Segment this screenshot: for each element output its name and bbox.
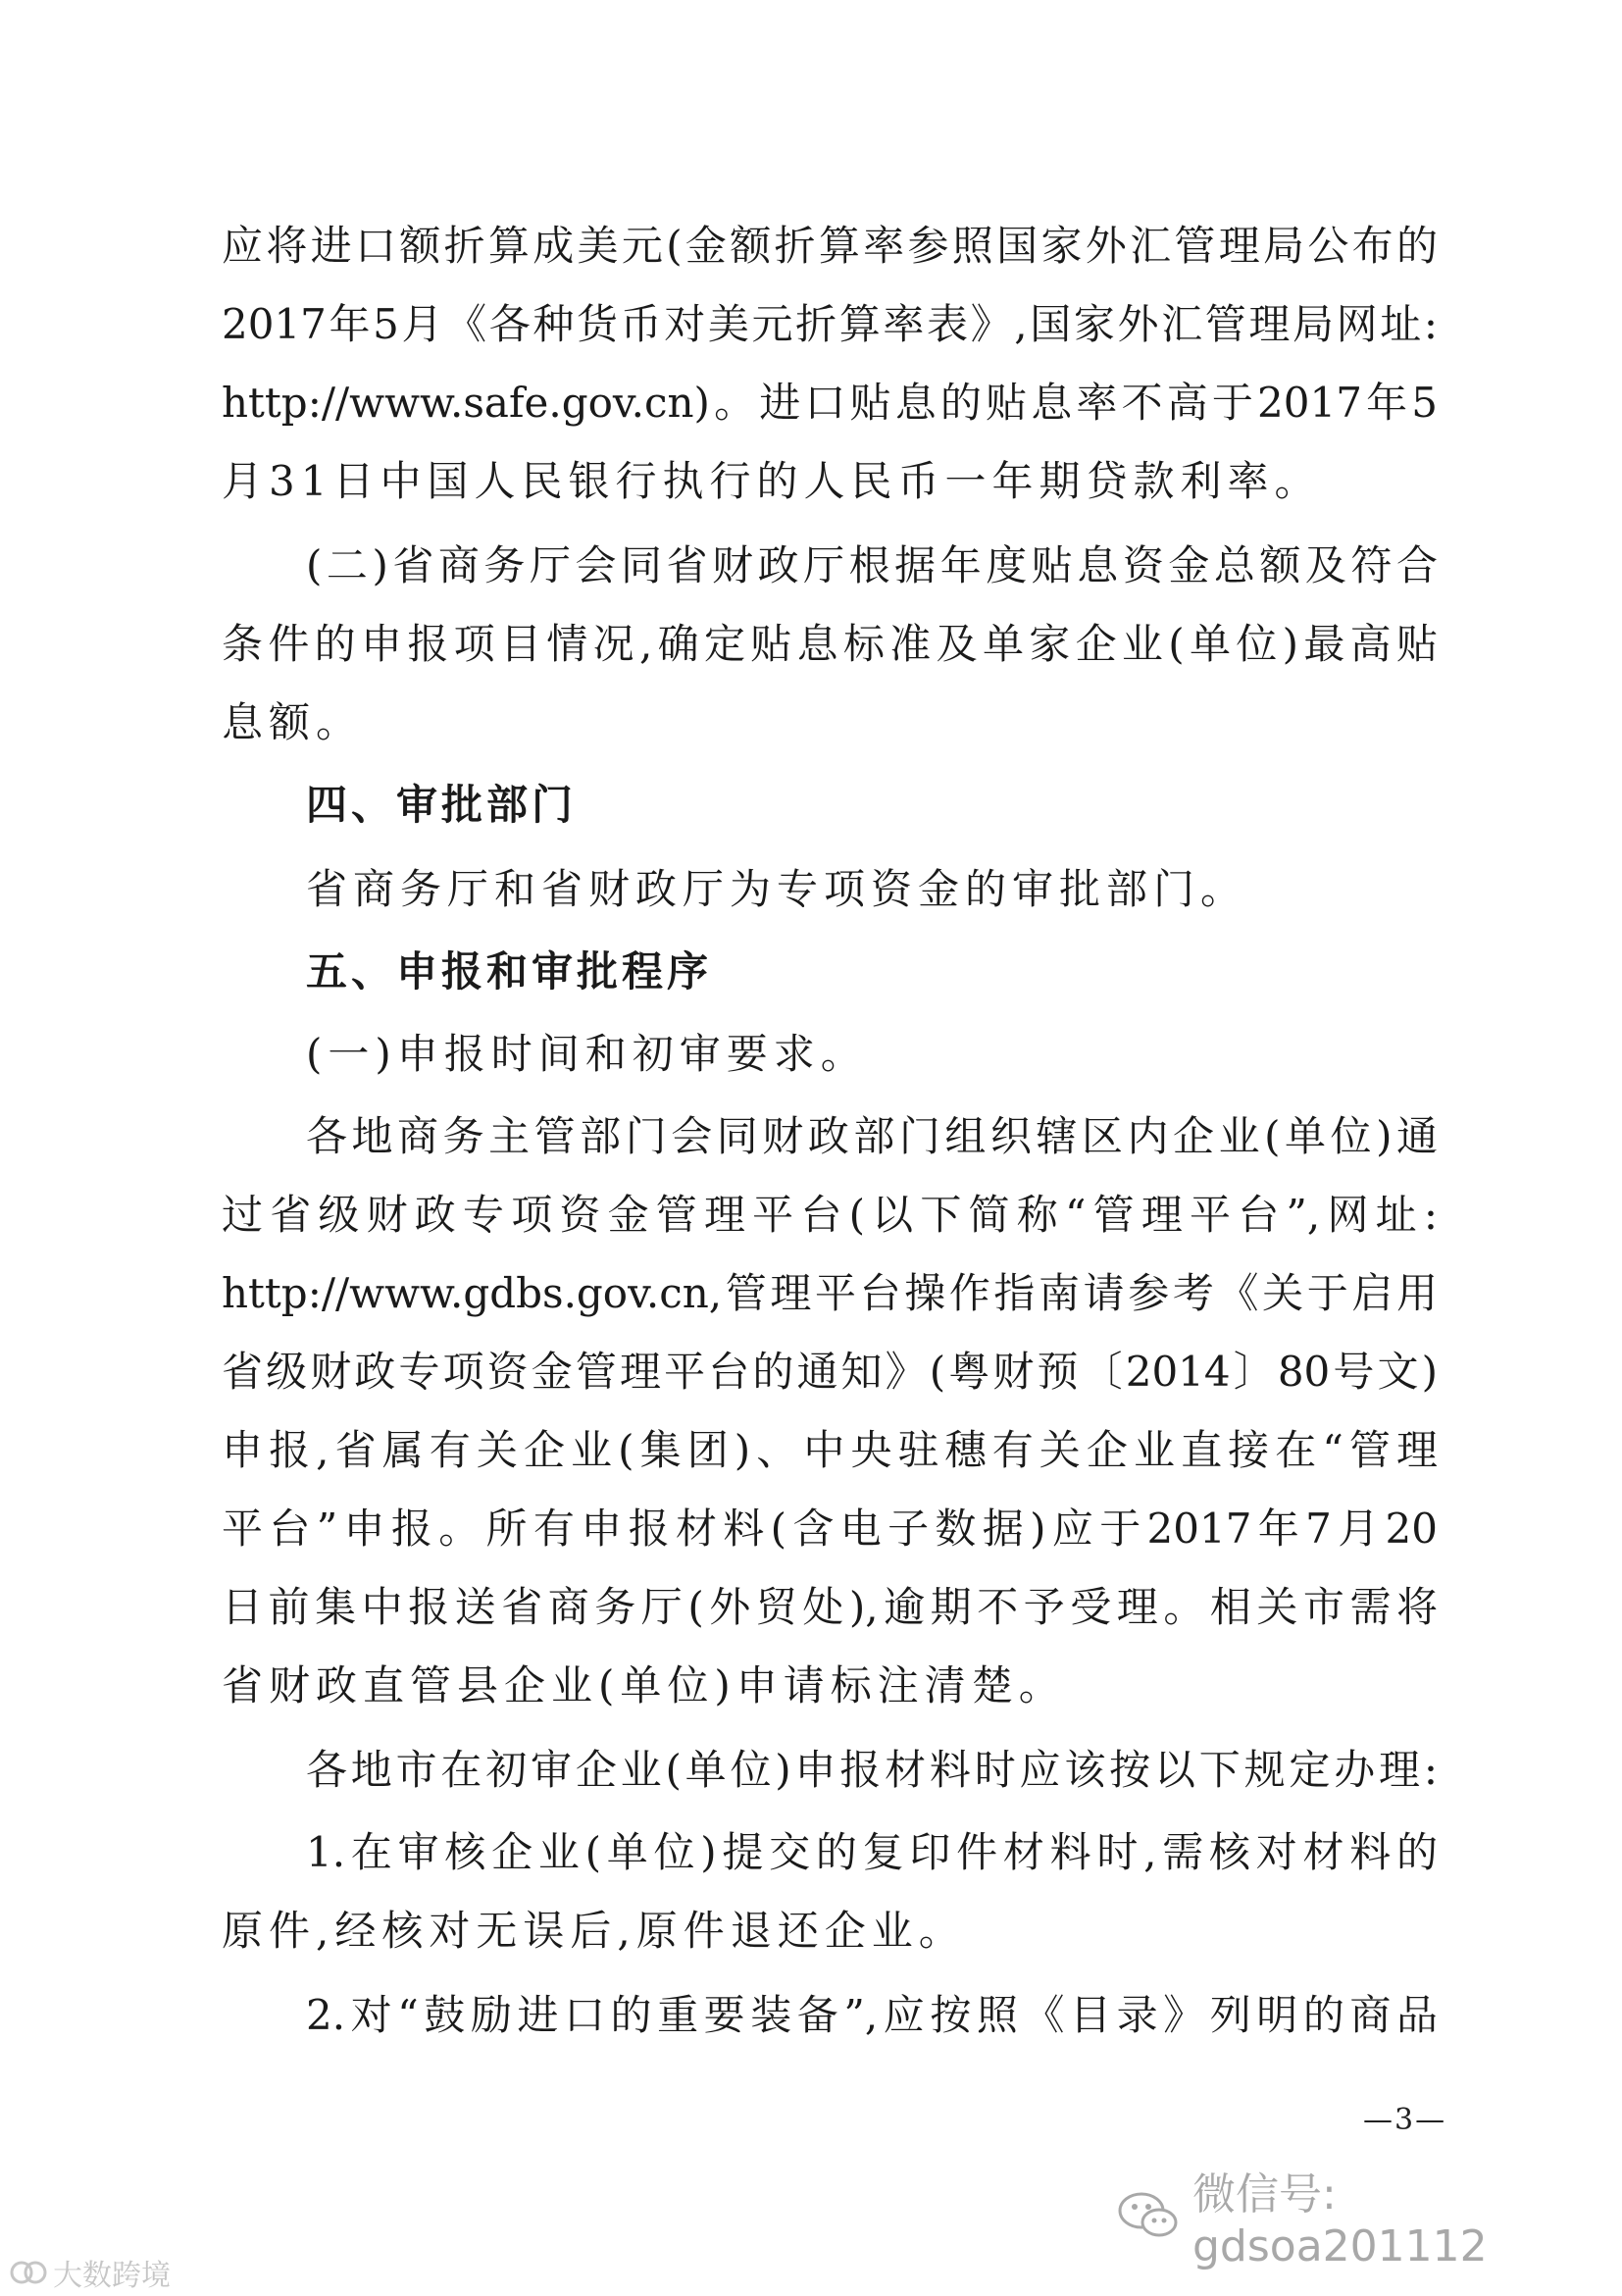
body-line: 原件,经核对无误后,原件退还企业。 — [222, 1907, 966, 1955]
brand-text: 大数跨境 — [53, 2259, 171, 2293]
body-line: 省商务厅和省财政厅为专项资金的审批部门。 — [306, 865, 1248, 913]
body-line: 各地商务主管部门会同财政部门组织辖区内企业(单位)通 — [306, 1112, 1438, 1160]
brand-logo-icon — [10, 2257, 47, 2288]
body-line: 息额。 — [222, 698, 364, 746]
body-line: 省财政直管县企业(单位)申请标注清楚。 — [222, 1661, 1066, 1709]
body-line: 平台”申报。所有申报材料(含电子数据)应于2017年7月20 — [222, 1505, 1438, 1553]
body-line: 各地市在初审企业(单位)申报材料时应该按以下规定办理: — [306, 1746, 1438, 1794]
list-item: 2.对“鼓励进口的重要装备”,应按照《目录》列明的商品 — [306, 1991, 1438, 2039]
wechat-watermark — [1118, 2168, 1622, 2271]
wechat-icon — [1118, 2191, 1179, 2238]
brand-watermark — [10, 2254, 171, 2291]
wechat-id-text: 微信号: gdsoa201112 — [1192, 2168, 1488, 2271]
body-line: 过省级财政专项资金管理平台(以下简称“管理平台”,网址: — [222, 1191, 1438, 1239]
subsection-heading: (一)申报时间和初审要求。 — [306, 1030, 868, 1078]
body-line: 应将进口额折算成美元(金额折算率参照国家外汇管理局公布的 — [222, 222, 1438, 270]
body-line: 申报,省属有关企业(集团)、中央驻穗有关企业直接在“管理 — [222, 1426, 1438, 1474]
body-line: 省级财政专项资金管理平台的通知》(粤财预〔2014〕80号文) — [222, 1348, 1438, 1396]
body-line: 月31日中国人民银行执行的人民币一年期贷款利率。 — [222, 457, 1322, 505]
body-line: (二)省商务厅会同省财政厅根据年度贴息资金总额及符合 — [306, 541, 1438, 589]
list-item: 1.在审核企业(单位)提交的复印件材料时,需核对材料的 — [306, 1828, 1438, 1876]
body-line: http://www.gdbs.gov.cn,管理平台操作指南请参考《关于启用 — [222, 1269, 1438, 1317]
body-line: 条件的申报项目情况,确定贴息标准及单家企业(单位)最高贴 — [222, 620, 1438, 668]
body-line: http://www.safe.gov.cn)。进口贴息的贴息率不高于2017年5 — [222, 379, 1438, 427]
body-line: 日前集中报送省商务厅(外贸处),逾期不予受理。相关市需将 — [222, 1583, 1438, 1631]
body-line: 2017年5月《各种货币对美元折算率表》,国家外汇管理局网址: — [222, 300, 1438, 348]
section-heading: 四、审批部门 — [306, 781, 578, 829]
page-number: —3— — [1363, 2103, 1447, 2137]
section-heading: 五、申报和审批程序 — [306, 947, 713, 995]
